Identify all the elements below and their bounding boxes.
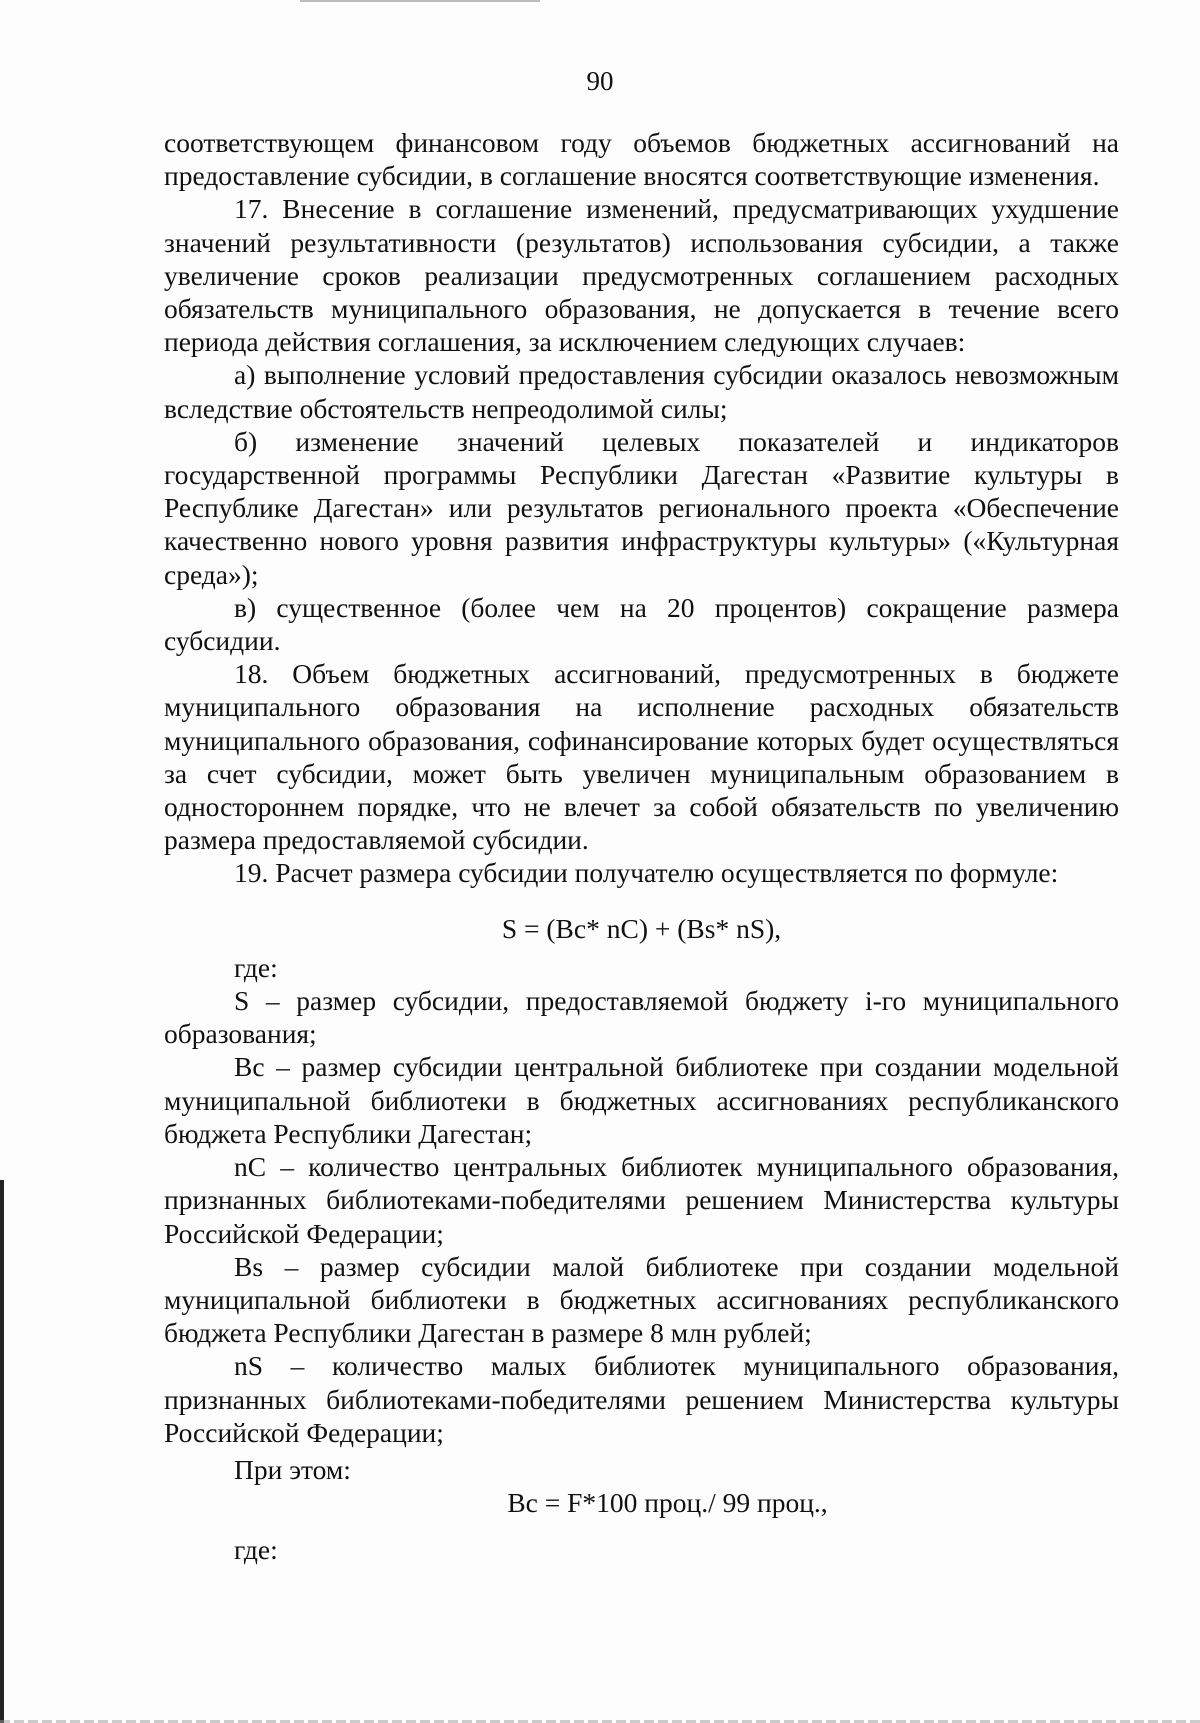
paragraph-17-a: а) выполнение условий предоставления субсидии оказалось невозможным вследствие обстоятельств непреодолимой силы; bbox=[164, 359, 1119, 424]
where-label: где: bbox=[234, 951, 278, 983]
also-label: При этом: bbox=[234, 1453, 351, 1485]
definition-ns: nS – количество малых библиотек муниципального образования, признанных библиотеками-победителями решением Министерства культуры Российской Федерации; bbox=[164, 1350, 1119, 1448]
paragraph-19: 19. Расчет размера субсидии получателю осуществляется по формуле: bbox=[234, 857, 1059, 889]
paragraph-18: 18. Объем бюджетных ассигнований, предусмотренных в бюджете муниципального образования на исполнение расходных обязательств муниципального образования, софинансирование которых будет осуществляться за счет субсидии, может быть увеличен муниципальным образованием в одностороннем порядке, что не влечет за собой обязательств по увеличению размера предоставляемой субсидии. bbox=[164, 658, 1119, 856]
definition-nc: nC – количество центральных библиотек муниципального образования, признанных библиотеками-победителями решением Министерства культуры Российской Федерации; bbox=[164, 1151, 1119, 1249]
document-body bbox=[164, 126, 1119, 1567]
formula-subsidy: S = (Bc* nC) + (Bs* nS), bbox=[501, 912, 782, 944]
definition-s: S – размер субсидии, предоставляемой бюджету i-го муниципального образования; bbox=[164, 985, 1119, 1050]
definition-bc: Bc – размер субсидии центральной библиотеке при создании модельной муниципальной библиотеки в бюджетных ассигнованиях республиканского бюджета Республики Дагестан; bbox=[164, 1051, 1119, 1149]
scan-edge-left bbox=[0, 1180, 4, 1723]
paragraph-continuation: соответствующем финансовом году объемов бюджетных ассигнований на предоставление субсидии, в соглашение вносятся соответствующие изменения. bbox=[164, 127, 1119, 192]
where-label-2: где: bbox=[234, 1534, 278, 1566]
paragraph-17-v: в) существенное (более чем на 20 процентов) сокращение размера субсидии. bbox=[164, 591, 1119, 657]
page-number: 90 bbox=[586, 66, 614, 96]
paragraph-17: 17. Внесение в соглашение изменений, предусматривающих ухудшение значений результативности (результатов) использования субсидии, а также увеличение сроков реализации предусмотренных соглашением расходных обязательств муниципального образования, не допускается в течение всего периода действия соглашения, за исключением следующих случаев: bbox=[164, 193, 1119, 358]
definition-bs: Bs – размер субсидии малой библиотеке при создании модельной муниципальной библиотеки в бюджетных ассигнованиях республиканского бюджета Республики Дагестан в размере 8 млн рублей; bbox=[164, 1250, 1119, 1349]
paragraph-17-b: б) изменение значений целевых показателей и индикаторов государственной программы Республики Дагестан «Развитие культуры в Республике Дагестан» или результатов регионального проекта «Обеспечение качественно нового уровня развития инфраструктуры культуры» («Культурная среда»); bbox=[164, 425, 1119, 590]
formula-bc: Bc = F*100 проц./ 99 проц., bbox=[507, 1487, 828, 1519]
scan-edge-top bbox=[300, 0, 540, 2]
